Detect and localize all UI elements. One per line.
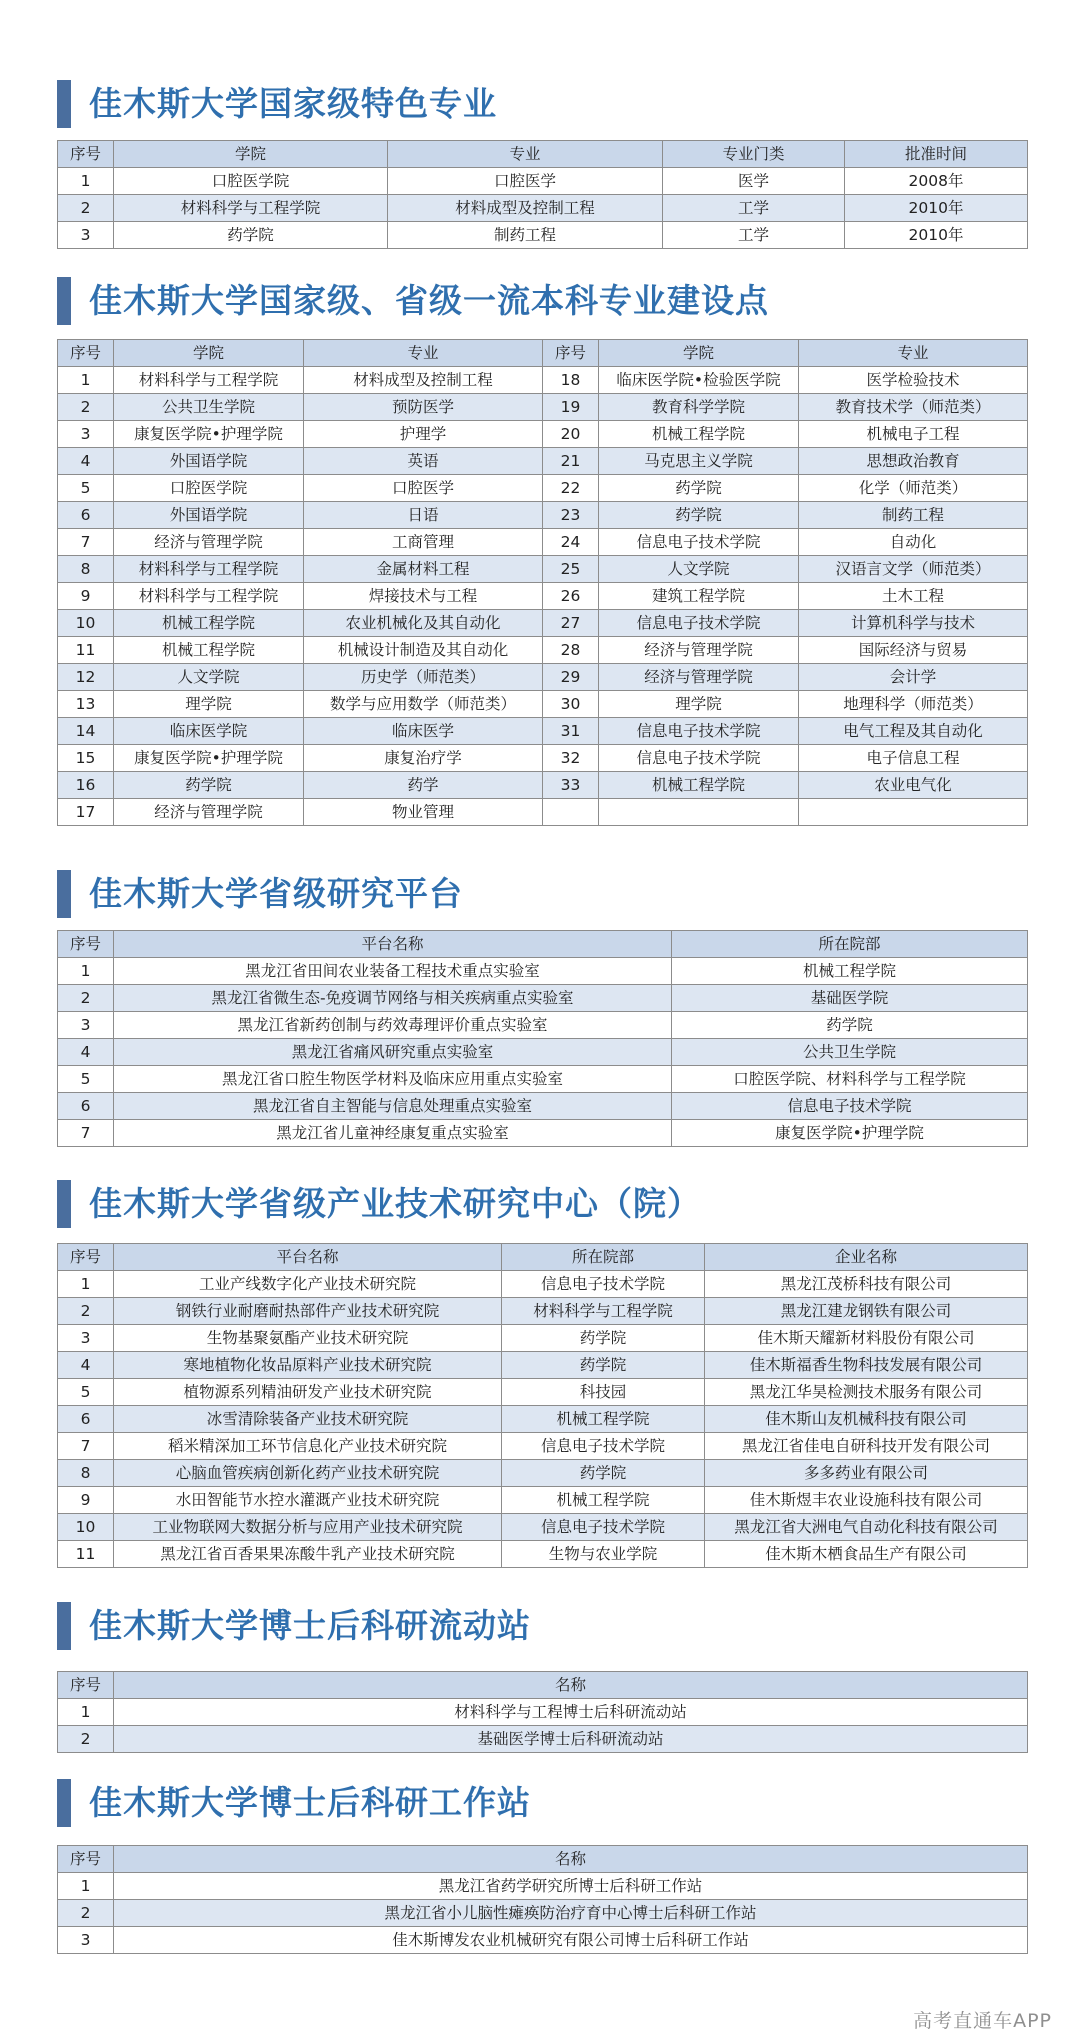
- table-cell: 27: [543, 610, 599, 637]
- column-header: 序号: [58, 1846, 114, 1873]
- table-row: [58, 195, 1028, 222]
- table-cell: 公共卫生学院: [114, 394, 304, 421]
- table-cell: 药学院: [599, 475, 799, 502]
- table-cell: 冰雪清除装备产业技术研究院: [114, 1406, 502, 1433]
- table-cell: 药学院: [114, 772, 304, 799]
- column-header: 学院: [599, 340, 799, 367]
- table-cell: 材料科学与工程学院: [114, 195, 388, 222]
- table-cell: 数学与应用数学（师范类）: [304, 691, 543, 718]
- table-cell: 工业产线数字化产业技术研究院: [114, 1271, 502, 1298]
- table-cell: 植物源系列精油研发产业技术研究院: [114, 1379, 502, 1406]
- column-header: 序号: [58, 141, 114, 168]
- table-cell: 2: [58, 985, 114, 1012]
- table-cell: 口腔医学: [388, 168, 663, 195]
- table-cell: 7: [58, 1120, 114, 1147]
- table-cell: 黑龙江省田间农业装备工程技术重点实验室: [114, 958, 672, 985]
- table-research: [57, 930, 1028, 1147]
- section-title-firstclass: 佳木斯大学国家级、省级一流本科专业建设点: [57, 277, 769, 325]
- table-cell: 信息电子技术学院: [599, 529, 799, 556]
- table-cell: 马克思主义学院: [599, 448, 799, 475]
- table-cell: 理学院: [114, 691, 304, 718]
- table-postdoc-workstation: [57, 1845, 1028, 1954]
- column-header: 序号: [58, 340, 114, 367]
- table-row: [58, 168, 1028, 195]
- column-header: 企业名称: [705, 1244, 1028, 1271]
- table-cell: 3: [58, 1012, 114, 1039]
- table-cell: 2: [58, 195, 114, 222]
- table-cell: 11: [58, 637, 114, 664]
- table-row: [58, 664, 1028, 691]
- table-cell: 电子信息工程: [799, 745, 1028, 772]
- column-header: 专业: [388, 141, 663, 168]
- table-cell: 7: [58, 529, 114, 556]
- section-title-postdoc-station: 佳木斯大学博士后科研流动站: [57, 1602, 531, 1650]
- table-cell: 化学（师范类）: [799, 475, 1028, 502]
- table-cell: 口腔医学: [304, 475, 543, 502]
- table-row: [58, 1900, 1028, 1927]
- column-header: 学院: [114, 340, 304, 367]
- table-cell: 9: [58, 583, 114, 610]
- table-cell: 材料成型及控制工程: [304, 367, 543, 394]
- table-row: [58, 475, 1028, 502]
- table-cell: 工商管理: [304, 529, 543, 556]
- header-row: [58, 1672, 1028, 1699]
- table-cell: 稻米精深加工环节信息化产业技术研究院: [114, 1433, 502, 1460]
- table-row: [58, 985, 1028, 1012]
- table-cell: 9: [58, 1487, 114, 1514]
- table-row: [58, 610, 1028, 637]
- table-cell: 黑龙江省儿童神经康复重点实验室: [114, 1120, 672, 1147]
- column-header: 序号: [58, 1672, 114, 1699]
- table-cell: 黑龙江省口腔生物医学材料及临床应用重点实验室: [114, 1066, 672, 1093]
- table-cell: 8: [58, 1460, 114, 1487]
- table-cell: 经济与管理学院: [599, 664, 799, 691]
- table-row: [58, 1433, 1028, 1460]
- table-firstclass: [57, 339, 1028, 826]
- table-row: [58, 1406, 1028, 1433]
- table-cell: 黑龙江省药学研究所博士后科研工作站: [114, 1873, 1028, 1900]
- table-cell: 3: [58, 1325, 114, 1352]
- table-cell: 信息电子技术学院: [502, 1514, 705, 1541]
- section-title-research: 佳木斯大学省级研究平台: [57, 870, 463, 918]
- table-cell: 28: [543, 637, 599, 664]
- table-cell: 5: [58, 475, 114, 502]
- table-cell: 经济与管理学院: [114, 529, 304, 556]
- table-cell: 思想政治教育: [799, 448, 1028, 475]
- table-cell: 外国语学院: [114, 502, 304, 529]
- table-cell: 日语: [304, 502, 543, 529]
- table-cell: 药学院: [502, 1325, 705, 1352]
- table-cell: 药学院: [502, 1352, 705, 1379]
- table-cell: 6: [58, 1093, 114, 1120]
- table-cell: 19: [543, 394, 599, 421]
- table-cell: 机械工程学院: [114, 610, 304, 637]
- table-cell: 会计学: [799, 664, 1028, 691]
- table-row: [58, 583, 1028, 610]
- table-cell: 寒地植物化妆品原料产业技术研究院: [114, 1352, 502, 1379]
- table-cell: 钢铁行业耐磨耐热部件产业技术研究院: [114, 1298, 502, 1325]
- table-cell: 5: [58, 1379, 114, 1406]
- table-cell: 物业管理: [304, 799, 543, 826]
- table-row: [58, 799, 1028, 826]
- table-cell: 医学检验技术: [799, 367, 1028, 394]
- table-cell: 材料科学与工程学院: [114, 556, 304, 583]
- table-cell: 土木工程: [799, 583, 1028, 610]
- table-cell: 制药工程: [388, 222, 663, 249]
- table-cell: 佳木斯博发农业机械研究有限公司博士后科研工作站: [114, 1927, 1028, 1954]
- table-cell: 农业电气化: [799, 772, 1028, 799]
- table-cell: 生物基聚氨酯产业技术研究院: [114, 1325, 502, 1352]
- table-cell: 工学: [663, 222, 845, 249]
- table-row: [58, 421, 1028, 448]
- table-cell: 建筑工程学院: [599, 583, 799, 610]
- table-cell: 黑龙江茂桥科技有限公司: [705, 1271, 1028, 1298]
- table-row: [58, 222, 1028, 249]
- table-row: [58, 367, 1028, 394]
- table-cell: 2008年: [845, 168, 1028, 195]
- table-cell: 机械工程学院: [599, 772, 799, 799]
- table-cell: 自动化: [799, 529, 1028, 556]
- table-cell: 3: [58, 1927, 114, 1954]
- table-cell: 材料科学与工程博士后科研流动站: [114, 1699, 1028, 1726]
- table-cell: 20: [543, 421, 599, 448]
- table-cell: 教育技术学（师范类）: [799, 394, 1028, 421]
- table-cell: 5: [58, 1066, 114, 1093]
- table-cell: 机械电子工程: [799, 421, 1028, 448]
- table-cell: 8: [58, 556, 114, 583]
- table-row: [58, 1039, 1028, 1066]
- table-cell: 教育科学学院: [599, 394, 799, 421]
- table-cell: 人文学院: [599, 556, 799, 583]
- table-cell: 14: [58, 718, 114, 745]
- table-cell: 佳木斯福香生物科技发展有限公司: [705, 1352, 1028, 1379]
- table-cell: 黑龙江建龙钢铁有限公司: [705, 1298, 1028, 1325]
- column-header: 平台名称: [114, 1244, 502, 1271]
- table-cell: 黑龙江省痛风研究重点实验室: [114, 1039, 672, 1066]
- table-cell: 材料科学与工程学院: [114, 367, 304, 394]
- column-header: 批准时间: [845, 141, 1028, 168]
- table-cell: 金属材料工程: [304, 556, 543, 583]
- table-cell: 汉语言文学（师范类）: [799, 556, 1028, 583]
- table-cell: 公共卫生学院: [672, 1039, 1028, 1066]
- section-title-postdoc-workstation: 佳木斯大学博士后科研工作站: [57, 1779, 531, 1827]
- table-industry: [57, 1243, 1028, 1568]
- table-cell: 药学院: [599, 502, 799, 529]
- table-row: [58, 1379, 1028, 1406]
- table-cell: 计算机科学与技术: [799, 610, 1028, 637]
- table-row: [58, 1271, 1028, 1298]
- table-row: [58, 1352, 1028, 1379]
- table-cell: 信息电子技术学院: [599, 745, 799, 772]
- table-cell: 信息电子技术学院: [672, 1093, 1028, 1120]
- table-cell: 机械工程学院: [114, 637, 304, 664]
- table-cell: 理学院: [599, 691, 799, 718]
- table-cell: 31: [543, 718, 599, 745]
- table-cell: 1: [58, 1873, 114, 1900]
- table-row: [58, 1120, 1028, 1147]
- column-header: 序号: [543, 340, 599, 367]
- table-row: [58, 958, 1028, 985]
- table-cell: 1: [58, 168, 114, 195]
- table-cell: 多多药业有限公司: [705, 1460, 1028, 1487]
- table-cell: 经济与管理学院: [599, 637, 799, 664]
- table-cell: 黑龙江省微生态-免疫调节网络与相关疾病重点实验室: [114, 985, 672, 1012]
- section-title-industry: 佳木斯大学省级产业技术研究中心（院）: [57, 1180, 701, 1228]
- table-cell: 信息电子技术学院: [599, 610, 799, 637]
- table-cell: 6: [58, 502, 114, 529]
- table-cell: 佳木斯煜丰农业设施科技有限公司: [705, 1487, 1028, 1514]
- table-cell: 佳木斯木栖食品生产有限公司: [705, 1541, 1028, 1568]
- table-cell: 33: [543, 772, 599, 799]
- table-cell: 佳木斯山友机械科技有限公司: [705, 1406, 1028, 1433]
- table-cell: 1: [58, 958, 114, 985]
- column-header: 学院: [114, 141, 388, 168]
- table-row: [58, 637, 1028, 664]
- table-cell: 18: [543, 367, 599, 394]
- table-cell: 26: [543, 583, 599, 610]
- table-cell: 药学: [304, 772, 543, 799]
- table-cell: 11: [58, 1541, 114, 1568]
- table-cell: 康复医学院•护理学院: [672, 1120, 1028, 1147]
- table-cell: 22: [543, 475, 599, 502]
- table-cell: 经济与管理学院: [114, 799, 304, 826]
- table-cell: 17: [58, 799, 114, 826]
- table-cell: 历史学（师范类）: [304, 664, 543, 691]
- table-cell: 医学: [663, 168, 845, 195]
- table-cell: 护理学: [304, 421, 543, 448]
- table-row: [58, 1514, 1028, 1541]
- table-cell: 机械工程学院: [599, 421, 799, 448]
- table-cell: 黑龙江省百香果果冻酸牛乳产业技术研究院: [114, 1541, 502, 1568]
- table-cell: 黑龙江省大洲电气自动化科技有限公司: [705, 1514, 1028, 1541]
- column-header: 平台名称: [114, 931, 672, 958]
- table-cell: [799, 799, 1028, 826]
- table-row: [58, 1726, 1028, 1753]
- table-cell: 预防医学: [304, 394, 543, 421]
- watermark: 高考直通车APP: [913, 2010, 1052, 2032]
- table-cell: 黑龙江省新药创制与药效毒理评价重点实验室: [114, 1012, 672, 1039]
- table-cell: 1: [58, 367, 114, 394]
- table-cell: 基础医学博士后科研流动站: [114, 1726, 1028, 1753]
- table-cell: 信息电子技术学院: [502, 1271, 705, 1298]
- table-cell: 4: [58, 448, 114, 475]
- table-cell: 口腔医学院、材料科学与工程学院: [672, 1066, 1028, 1093]
- table-row: [58, 529, 1028, 556]
- table-cell: 工业物联网大数据分析与应用产业技术研究院: [114, 1514, 502, 1541]
- table-row: [58, 1487, 1028, 1514]
- column-header: 专业: [304, 340, 543, 367]
- table-row: [58, 1066, 1028, 1093]
- table-cell: 临床医学院: [114, 718, 304, 745]
- table-cell: 临床医学院•检验医学院: [599, 367, 799, 394]
- table-cell: 23: [543, 502, 599, 529]
- column-header: 专业门类: [663, 141, 845, 168]
- table-cell: 心脑血管疾病创新化药产业技术研究院: [114, 1460, 502, 1487]
- header-row: [58, 1244, 1028, 1271]
- table-cell: 工学: [663, 195, 845, 222]
- table-row: [58, 394, 1028, 421]
- table-cell: 25: [543, 556, 599, 583]
- table-cell: 29: [543, 664, 599, 691]
- table-cell: 黑龙江省小儿脑性瘫痪防治疗育中心博士后科研工作站: [114, 1900, 1028, 1927]
- table-cell: 药学院: [672, 1012, 1028, 1039]
- table-cell: 信息电子技术学院: [599, 718, 799, 745]
- table-cell: 口腔医学院: [114, 475, 304, 502]
- table-cell: 2010年: [845, 195, 1028, 222]
- table-cell: 药学院: [114, 222, 388, 249]
- header-row: [58, 1846, 1028, 1873]
- table-cell: 2: [58, 1900, 114, 1927]
- table-cell: 3: [58, 421, 114, 448]
- table-cell: 英语: [304, 448, 543, 475]
- table-cell: 材料科学与工程学院: [502, 1298, 705, 1325]
- table-cell: 信息电子技术学院: [502, 1433, 705, 1460]
- column-header: 所在院部: [502, 1244, 705, 1271]
- table-row: [58, 1927, 1028, 1954]
- table-cell: 1: [58, 1699, 114, 1726]
- table-cell: 2: [58, 1726, 114, 1753]
- table-cell: 12: [58, 664, 114, 691]
- table-row: [58, 1012, 1028, 1039]
- table-cell: 制药工程: [799, 502, 1028, 529]
- table-cell: 机械工程学院: [672, 958, 1028, 985]
- table-row: [58, 1873, 1028, 1900]
- table-row: [58, 1541, 1028, 1568]
- table-cell: 6: [58, 1406, 114, 1433]
- table-cell: 康复医学院•护理学院: [114, 421, 304, 448]
- table-cell: 临床医学: [304, 718, 543, 745]
- table-row: [58, 556, 1028, 583]
- table-cell: 7: [58, 1433, 114, 1460]
- column-header: 所在院部: [672, 931, 1028, 958]
- table-cell: 地理科学（师范类）: [799, 691, 1028, 718]
- table-cell: 24: [543, 529, 599, 556]
- header-row: [58, 931, 1028, 958]
- header-row: [58, 141, 1028, 168]
- table-cell: 3: [58, 222, 114, 249]
- table-cell: 国际经济与贸易: [799, 637, 1028, 664]
- table-cell: 外国语学院: [114, 448, 304, 475]
- table-row: [58, 1325, 1028, 1352]
- column-header: 名称: [114, 1846, 1028, 1873]
- table-row: [58, 502, 1028, 529]
- table-cell: 4: [58, 1039, 114, 1066]
- table-cell: 材料成型及控制工程: [388, 195, 663, 222]
- table-cell: 16: [58, 772, 114, 799]
- table-cell: 黑龙江省自主智能与信息处理重点实验室: [114, 1093, 672, 1120]
- table-cell: 佳木斯天耀新材料股份有限公司: [705, 1325, 1028, 1352]
- table-specialty: [57, 140, 1028, 249]
- column-header: 序号: [58, 1244, 114, 1271]
- table-row: [58, 1699, 1028, 1726]
- table-cell: 10: [58, 1514, 114, 1541]
- table-cell: 生物与农业学院: [502, 1541, 705, 1568]
- table-cell: 10: [58, 610, 114, 637]
- table-cell: 4: [58, 1352, 114, 1379]
- table-cell: 机械工程学院: [502, 1406, 705, 1433]
- table-cell: 材料科学与工程学院: [114, 583, 304, 610]
- table-cell: 机械工程学院: [502, 1487, 705, 1514]
- table-cell: [543, 799, 599, 826]
- table-cell: 电气工程及其自动化: [799, 718, 1028, 745]
- table-cell: 口腔医学院: [114, 168, 388, 195]
- table-cell: 农业机械化及其自动化: [304, 610, 543, 637]
- table-cell: 科技园: [502, 1379, 705, 1406]
- section-title-specialty: 佳木斯大学国家级特色专业: [57, 80, 497, 128]
- table-cell: [599, 799, 799, 826]
- table-cell: 13: [58, 691, 114, 718]
- table-cell: 黑龙江省佳电自研科技开发有限公司: [705, 1433, 1028, 1460]
- table-row: [58, 448, 1028, 475]
- table-postdoc-station: [57, 1671, 1028, 1753]
- column-header: 序号: [58, 931, 114, 958]
- table-cell: 2: [58, 394, 114, 421]
- table-cell: 机械设计制造及其自动化: [304, 637, 543, 664]
- header-row: [58, 340, 1028, 367]
- table-cell: 32: [543, 745, 599, 772]
- table-row: [58, 772, 1028, 799]
- column-header: 名称: [114, 1672, 1028, 1699]
- table-row: [58, 1093, 1028, 1120]
- table-cell: 基础医学院: [672, 985, 1028, 1012]
- column-header: 专业: [799, 340, 1028, 367]
- table-cell: 焊接技术与工程: [304, 583, 543, 610]
- table-cell: 21: [543, 448, 599, 475]
- table-cell: 康复治疗学: [304, 745, 543, 772]
- table-cell: 30: [543, 691, 599, 718]
- table-cell: 康复医学院•护理学院: [114, 745, 304, 772]
- table-cell: 15: [58, 745, 114, 772]
- table-row: [58, 718, 1028, 745]
- table-row: [58, 1298, 1028, 1325]
- table-row: [58, 1460, 1028, 1487]
- table-cell: 人文学院: [114, 664, 304, 691]
- table-row: [58, 745, 1028, 772]
- table-cell: 1: [58, 1271, 114, 1298]
- table-cell: 2: [58, 1298, 114, 1325]
- table-cell: 黑龙江华昊检测技术服务有限公司: [705, 1379, 1028, 1406]
- table-cell: 2010年: [845, 222, 1028, 249]
- table-cell: 药学院: [502, 1460, 705, 1487]
- table-cell: 水田智能节水控水灌溉产业技术研究院: [114, 1487, 502, 1514]
- table-row: [58, 691, 1028, 718]
